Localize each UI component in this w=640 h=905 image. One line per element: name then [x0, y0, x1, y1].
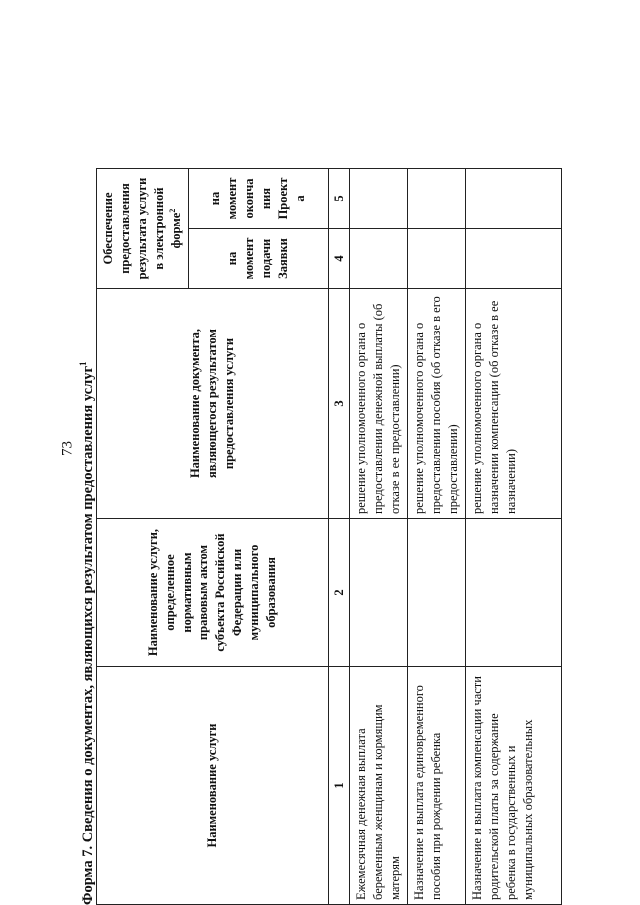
column-number: 1: [328, 667, 350, 905]
form-title-text: Форма 7. Сведения о документах, являющихся результатом предоставления услуг: [79, 365, 96, 905]
page-number: 73: [59, 441, 76, 456]
header-row: [97, 169, 189, 905]
column-number: 3: [328, 289, 350, 519]
act-name-cell: [408, 519, 466, 667]
at-end-cell: [466, 169, 562, 229]
column-number: 5: [328, 169, 350, 229]
table-row: [408, 169, 466, 905]
at-submission-cell: [408, 229, 466, 289]
header-at-project-end: на момент оконча ния Проект а: [188, 169, 328, 229]
at-submission-cell: [350, 229, 408, 289]
page-number-anchor: [48, 440, 88, 457]
column-numbers-row: [328, 169, 350, 905]
form-title-footnote: 1: [78, 361, 88, 366]
table-row: [350, 169, 408, 905]
at-end-cell: [350, 169, 408, 229]
service-cell: Назначение и выплата единовременного пособия при рождении ребенка: [408, 667, 466, 905]
at-end-cell: [408, 169, 466, 229]
document-cell: решение уполномоченного органа о предоставлении денежной выплаты (об отказе в ее предоставлении): [350, 289, 408, 519]
header-result-document: Наименование документа, являющегося результатом предоставления услуги: [97, 289, 329, 519]
table-row: [466, 169, 562, 905]
header-service-act: Наименование услуги, определенное нормативным правовым актом субъекта Российской Федерации или муниципального образования: [97, 519, 329, 667]
service-cell: Ежемесячная денежная выплата беременным женщинам и кормящим матерям: [350, 667, 408, 905]
header-at-submission: на момент подачи Заявки: [188, 229, 328, 289]
header-electronic-footnote: 2: [167, 208, 177, 213]
service-cell: Назначение и выплата компенсации части родительской платы за содержание ребенка в государственных и муниципальных образовательных: [466, 667, 562, 905]
act-name-cell: [350, 519, 408, 667]
column-number: 4: [328, 229, 350, 289]
act-name-cell: [466, 519, 562, 667]
column-number: 2: [328, 519, 350, 667]
at-submission-cell: [466, 229, 562, 289]
header-electronic: [97, 169, 189, 289]
document-cell: решение уполномоченного органа о назначении компенсации (об отказе в ее назначении): [466, 289, 562, 519]
header-electronic-text: Обеспечение предоставления результата услуги в электронной форме: [101, 177, 183, 280]
header-service-name: Наименование услуги: [97, 667, 329, 905]
results-table: [96, 168, 562, 905]
document-cell: решение уполномоченного органа о предоставлении пособия (об отказе в его предоставлении): [408, 289, 466, 519]
